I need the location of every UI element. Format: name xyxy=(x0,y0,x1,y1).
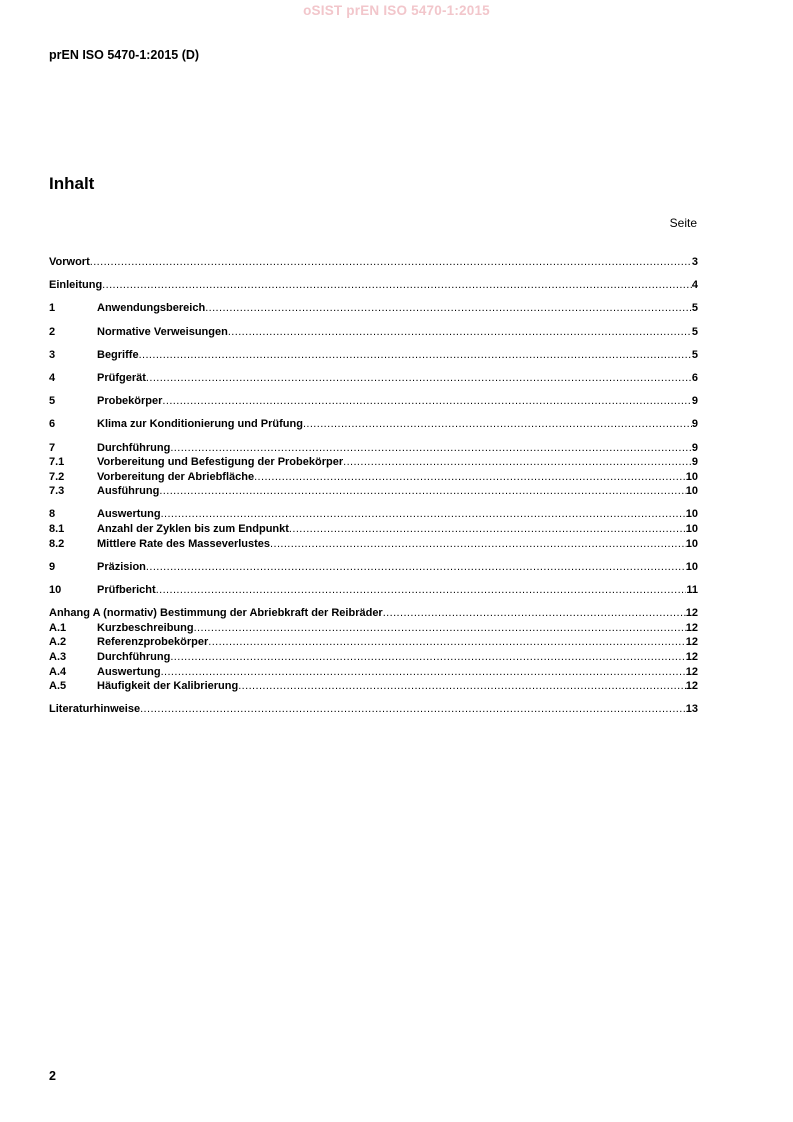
toc-entry-number: 5 xyxy=(49,395,56,408)
toc-title: Inhalt xyxy=(49,174,95,193)
toc-entry-page: 10 xyxy=(685,560,698,573)
toc-entry-title: Referenzprobekörper xyxy=(97,636,209,649)
toc-entry[interactable] xyxy=(49,650,698,665)
toc-entry-number: 8.1 xyxy=(49,523,65,536)
toc-entry[interactable] xyxy=(49,301,698,316)
toc-entry-number: A.5 xyxy=(49,680,67,693)
toc-entry-title: Kurzbeschreibung xyxy=(97,621,194,634)
toc-entry-title: Vorbereitung und Befestigung der Probekörper xyxy=(97,456,344,469)
toc-entry-title: Vorbereitung der Abriebfläche xyxy=(97,470,255,483)
toc-entry-number: 6 xyxy=(49,418,56,431)
toc-entry-page: 9 xyxy=(691,395,698,408)
toc-entry[interactable] xyxy=(49,470,698,485)
toc-entry[interactable] xyxy=(49,484,698,499)
toc-entry-number: 2 xyxy=(49,325,56,338)
toc-entry[interactable] xyxy=(49,702,698,717)
toc-entry-title: Häufigkeit der Kalibrierung xyxy=(97,680,239,693)
toc-entry-title: Begriffe xyxy=(97,348,139,361)
toc-entry-number: 4 xyxy=(49,371,56,384)
toc-entry[interactable] xyxy=(49,394,698,409)
toc-entry-title: Auswertung xyxy=(97,508,161,521)
toc-entry[interactable] xyxy=(49,348,698,363)
toc-entry-title: Auswertung xyxy=(97,665,161,678)
toc-entry-page: 9 xyxy=(691,441,698,454)
toc-entry[interactable] xyxy=(49,679,698,694)
toc-entry-page: 10 xyxy=(685,508,698,521)
toc-entry-number: 7.3 xyxy=(49,485,65,498)
page-number: 2 xyxy=(49,1069,56,1083)
toc-entry-page: 12 xyxy=(685,665,698,678)
toc-entry[interactable] xyxy=(49,325,698,340)
toc-entry[interactable] xyxy=(49,441,698,456)
watermark: oSIST prEN ISO 5470-1:2015 xyxy=(303,3,490,18)
toc-entry[interactable] xyxy=(49,255,698,270)
toc-entry-title: Anwendungsbereich xyxy=(97,302,206,315)
toc-entry-title: Literaturhinweise xyxy=(49,703,141,716)
table-of-contents xyxy=(49,255,698,717)
toc-entry-page: 5 xyxy=(691,302,698,315)
toc-entry-page: 4 xyxy=(691,279,698,292)
toc-entry-page: 11 xyxy=(686,584,698,597)
toc-entry-number: 8.2 xyxy=(49,537,65,550)
toc-entry-number: 10 xyxy=(49,584,62,597)
toc-entry[interactable] xyxy=(49,522,698,537)
toc-entry-page: 10 xyxy=(685,470,698,483)
toc-entry-number: A.1 xyxy=(49,621,67,634)
toc-entry-title: Anzahl der Zyklen bis zum Endpunkt xyxy=(97,523,289,536)
toc-entry-title: Einleitung xyxy=(49,279,103,292)
toc-entry-title: Anhang A (normativ) Bestimmung der Abriebkraft der Reibräder xyxy=(49,607,383,620)
toc-entry-number: 9 xyxy=(49,560,56,573)
toc-entry-number: A.3 xyxy=(49,651,67,663)
toc-entry[interactable] xyxy=(49,665,698,680)
toc-entry[interactable] xyxy=(49,621,698,636)
toc-entry[interactable] xyxy=(49,560,698,575)
toc-entry-number: 7.2 xyxy=(49,470,65,483)
toc-entry[interactable] xyxy=(49,606,698,621)
toc-entry[interactable] xyxy=(49,635,698,650)
toc-entry-number: 7.1 xyxy=(49,456,65,469)
toc-entry-title: Normative Verweisungen xyxy=(97,325,228,338)
toc-entry-title: Durchführung xyxy=(97,651,171,663)
toc-entry-page: 3 xyxy=(691,256,698,268)
toc-entry-page: 9 xyxy=(691,456,698,469)
toc-entry-number: A.2 xyxy=(49,636,67,649)
toc-entry-page: 12 xyxy=(685,636,698,649)
toc-entry-number: 1 xyxy=(49,302,56,315)
toc-entry-page: 6 xyxy=(691,371,698,384)
toc-entry-page: 12 xyxy=(685,607,698,620)
toc-entry-page: 10 xyxy=(685,485,698,498)
toc-entry-page: 5 xyxy=(691,348,698,361)
toc-entry-title: Mittlere Rate des Masseverlustes xyxy=(97,537,271,550)
toc-entry[interactable] xyxy=(49,455,698,470)
toc-entry[interactable] xyxy=(49,583,698,598)
toc-entry[interactable] xyxy=(49,507,698,522)
toc-entry-title: Durchführung xyxy=(97,441,171,454)
toc-entry[interactable] xyxy=(49,371,698,386)
toc-entry-title: Präzision xyxy=(97,560,146,573)
toc-entry-number: 3 xyxy=(49,348,56,361)
toc-entry-title: Prüfgerät xyxy=(97,371,146,384)
document-id: prEN ISO 5470-1:2015 (D) xyxy=(49,48,200,62)
toc-entry-page: 10 xyxy=(685,537,698,550)
toc-entry-title: Ausführung xyxy=(97,485,160,498)
toc-entry-title: Prüfbericht xyxy=(97,584,156,597)
toc-entry[interactable] xyxy=(49,417,698,432)
page-column-label: Seite xyxy=(669,216,697,230)
toc-entry-title: Klima zur Konditionierung und Prüfung xyxy=(97,418,303,431)
toc-entry-title: Vorwort xyxy=(49,256,90,268)
toc-entry[interactable] xyxy=(49,278,698,293)
toc-entry-page: 5 xyxy=(691,325,698,338)
toc-entry[interactable] xyxy=(49,537,698,552)
toc-entry-page: 12 xyxy=(685,651,698,663)
toc-entry-title: Probekörper xyxy=(97,395,163,408)
toc-entry-page: 10 xyxy=(685,523,698,536)
toc-entry-page: 12 xyxy=(685,621,698,634)
toc-entry-number: 7 xyxy=(49,441,56,454)
toc-entry-number: 8 xyxy=(49,508,56,521)
toc-entry-number: A.4 xyxy=(49,665,67,678)
toc-entry-page: 9 xyxy=(691,418,698,431)
toc-entry-page: 12 xyxy=(685,680,698,693)
toc-entry-page: 13 xyxy=(685,703,698,716)
